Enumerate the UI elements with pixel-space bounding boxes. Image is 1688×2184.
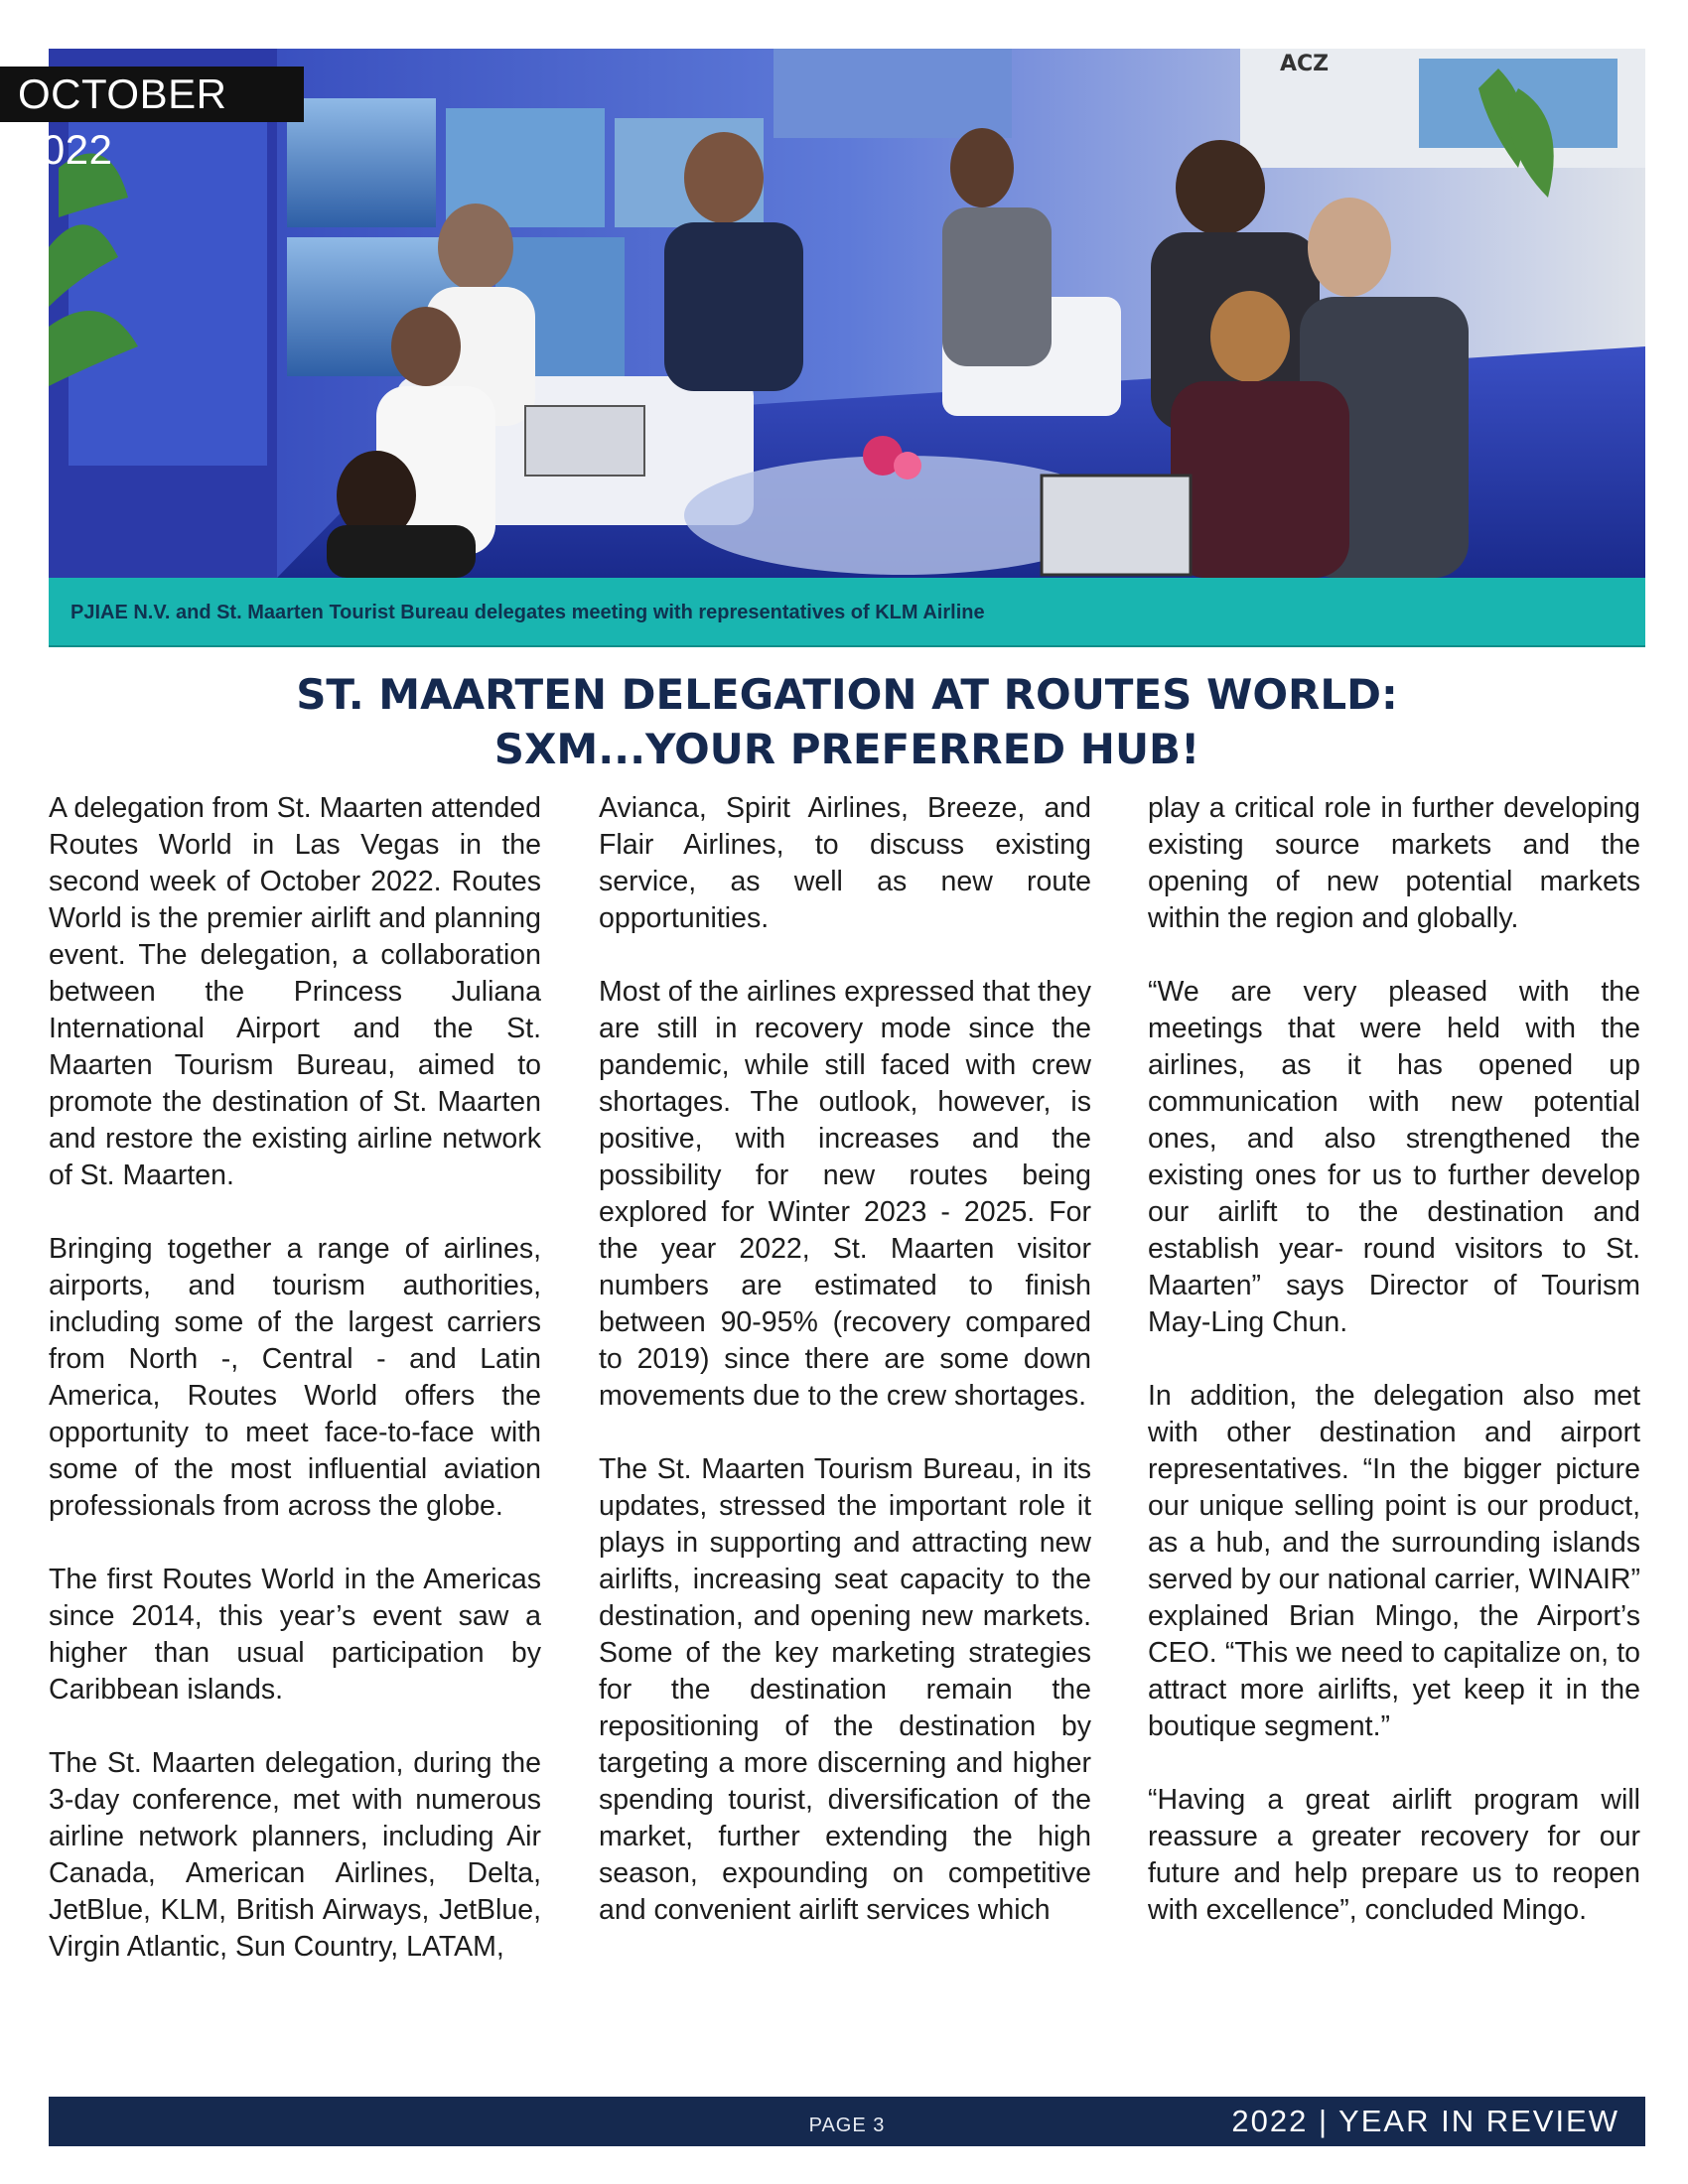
photo-caption: PJIAE N.V. and St. Maarten Tourist Bureau delegates meeting with representatives of KLM Airline [70,602,985,623]
paragraph: “We are very pleased with the meetings that were held with the airlines, as it has opened up communication with new potential ones, and also strengthened the existing ones for us to further develop our airlift to the destination and establish year- round visitors to St. Maarten” says Director of Tourism May-Ling Chun. [1148,976,1640,1338]
paragraph: A delegation from St. Maarten attended Routes World in Las Vegas in the second week of October 2022. Routes World is the premier airlift and planning event. The delegation, a collaboration between the Princess Juliana International Airport and the St. Maarten Tourism Bureau, aimed to promote the destination of St. Maarten and restore the existing airline network of St. Maarten. [49,792,541,1191]
month-tag: OCTOBER 2022 [0,67,304,122]
paragraph: The St. Maarten Tourism Bureau, in its updates, stressed the important role it plays in supporting and attracting new airlifts, increasing seat capacity to the destination, and opening new markets. Some of the key marketing strategies for the destination remain the repositioning of the destination by targeting a more discerning and higher spending tourist, diversification of the market, further extending the high season, expounding on competitive and convenient airlift services which [599,1453,1091,1926]
page-footer [49,2097,1645,2146]
headline-line-1: ST. MAARTEN DELEGATION AT ROUTES WORLD: [296,670,1398,719]
page-number: PAGE 3 [808,2115,886,2136]
article-column-2 [599,790,1091,1929]
paragraph: play a critical role in further developing existing source markets and the opening of new potential markets within the region and globally. [1148,792,1640,934]
paragraph: Avianca, Spirit Airlines, Breeze, and Flair Airlines, to discuss existing service, as well as new route opportunities. [599,792,1091,934]
booth-sign: ACZ [1280,52,1330,76]
article-column-1 [49,790,541,1966]
photo-caption-bar [49,578,1645,647]
article-column-3 [1148,790,1640,1929]
paragraph: The St. Maarten delegation, during the 3-day conference, met with numerous airline network planners, including Air Canada, American Airlines, Delta, JetBlue, KLM, British Airways, JetBlue, Virgin Atlantic, Sun Country, LATAM, [49,1747,541,1963]
paragraph: “Having a great airlift program will reassure a greater recovery for our future and help prepare us to reopen with excellence”, concluded Mingo. [1148,1784,1640,1926]
article-headline [49,667,1645,776]
paragraph: In addition, the delegation also met with other destination and airport representatives. “In the bigger picture our unique selling point is our product, as a hub, and the surrounding islands served by our national carrier, WINAIR” explained Brian Mingo, the Airport’s CEO. “This we need to capitalize on, to attract more airlifts, yet keep it in the boutique segment.” [1148,1380,1640,1742]
meeting-photo [49,49,1645,578]
paragraph: Bringing together a range of airlines, airports, and tourism authorities, including some of the largest carriers from North -, Central - and Latin America, Routes World offers the opportunity to meet face-to-face with some of the most influential aviation professionals from across the globe. [49,1233,541,1522]
paragraph: The first Routes World in the Americas since 2014, this year’s event saw a higher than usual participation by Caribbean islands. [49,1564,541,1706]
year-in-review-label: 2022 | YEAR IN REVIEW [1231,2104,1619,2138]
headline-line-2: SXM...YOUR PREFERRED HUB! [493,725,1200,773]
paragraph: Most of the airlines expressed that they are still in recovery mode since the pandemic, while still faced with crew shortages. The outlook, however, is positive, with increases and the possibility for new routes being explored for Winter 2023 - 2025. For the year 2022, St. Maarten visitor numbers are estimated to finish between 90-95% (recovery compared to 2019) since there are some down movements due to the crew shortages. [599,976,1091,1412]
photo-illustration [49,49,1645,578]
